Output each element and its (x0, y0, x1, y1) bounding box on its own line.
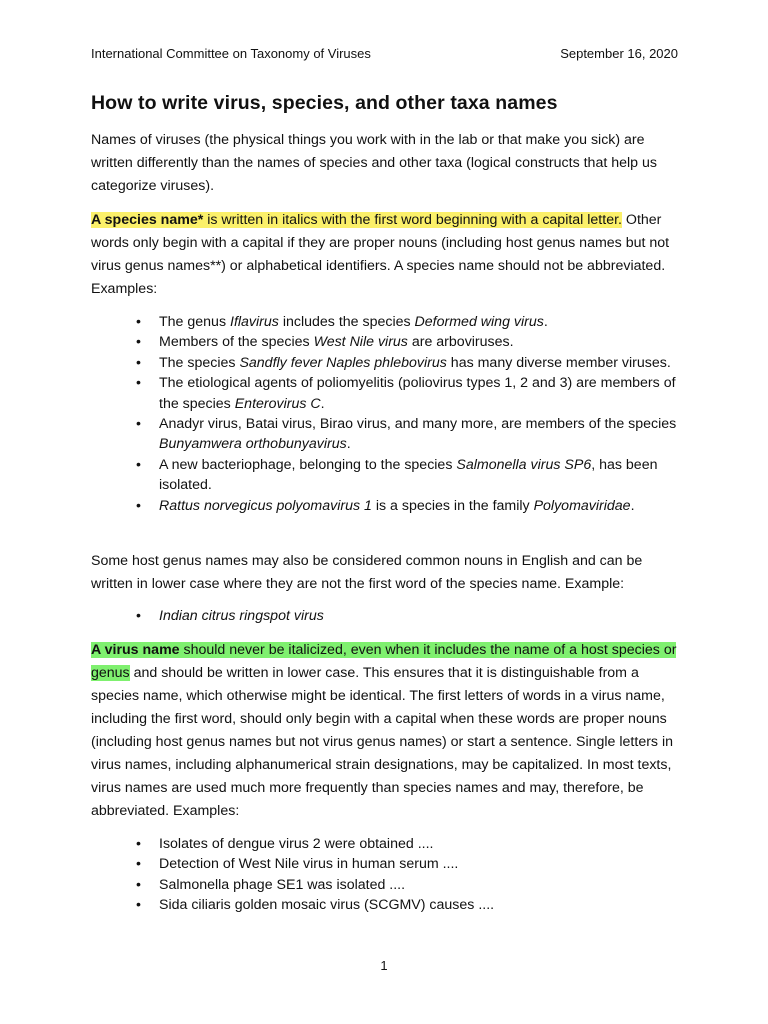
virus-paragraph (91, 639, 681, 823)
virus-body: and should be written in lower case. This ensures that it is distinguishable from a species name, which otherwise might be identical. The first letters of words in a virus name, including the first word, should only begin with a capital when these words are proper nouns (including host genus names but not virus genus names) or start a sentence. Single letters in virus names, including alphanumerical strain designations, may be capitalized. In most texts, virus names are used much more frequently than species names and may, therefore, be abbreviated. Examples: (91, 665, 674, 819)
virus-lead-bold: A virus name (91, 642, 180, 658)
header-organization: International Committee on Taxonomy of Viruses (91, 46, 371, 61)
intro-paragraph: Names of viruses (the physical things you work with in the lab or that make you sick) are written differently than the names of species and other taxa (logical constructs that help us categorize viruses). (91, 132, 657, 194)
list-item: • Members of the species West Nile virus are arboviruses. (91, 332, 681, 352)
list-item: • A new bacteriophage, belonging to the species Salmonella virus SP6, has been isolated. (91, 455, 681, 496)
list-item: • The etiological agents of poliomyelitis (poliovirus types 1, 2 and 3) are members of the species Enterovirus C. (91, 373, 681, 414)
host-genus-paragraph: Some host genus names may also be considered common nouns in English and can be written in lower case where they are not the first word of the species name. Example: (91, 553, 643, 592)
list-item: • The species Sandfly fever Naples phlebovirus has many diverse member viruses. (91, 353, 681, 373)
page-number: 1 (380, 958, 388, 973)
list-item: • Sida ciliaris golden mosaic virus (SCGMV) causes .... (91, 895, 681, 915)
species-lead-bold: A species name* (91, 212, 204, 228)
header-date: September 16, 2020 (560, 46, 678, 61)
host-genus-example-list (91, 606, 681, 626)
species-paragraph (91, 209, 681, 301)
species-examples-list (91, 312, 681, 516)
species-body: Other words only begin with a capital if they are proper nouns (including host genus names but not virus genus names**) or alphabetical identifiers. A species name should not be abbreviated. Examples: (91, 212, 670, 297)
document-title: How to write virus, species, and other taxa names (91, 92, 558, 114)
species-highlight (91, 212, 622, 228)
list-item: • Detection of West Nile virus in human serum .... (91, 854, 681, 874)
list-item: • Rattus norvegicus polyomavirus 1 is a species in the family Polyomaviridae. (91, 496, 681, 516)
virus-lead-rest: should never be italicized, even when it includes the name of a host species or genus (91, 642, 677, 681)
virus-examples-list (91, 834, 681, 916)
list-item: • Anadyr virus, Batai virus, Birao virus, and many more, are members of the species Bunyamwera orthobunyavirus. (91, 414, 681, 455)
page-header (91, 46, 678, 62)
list-item: • Isolates of dengue virus 2 were obtained .... (91, 834, 681, 854)
species-lead-rest: is written in italics with the first word beginning with a capital letter. (203, 212, 622, 228)
list-item: • Indian citrus ringspot virus (91, 606, 681, 626)
list-item: • Salmonella phage SE1 was isolated .... (91, 875, 681, 895)
list-item: • The genus Iflavirus includes the species Deformed wing virus. (91, 312, 681, 332)
